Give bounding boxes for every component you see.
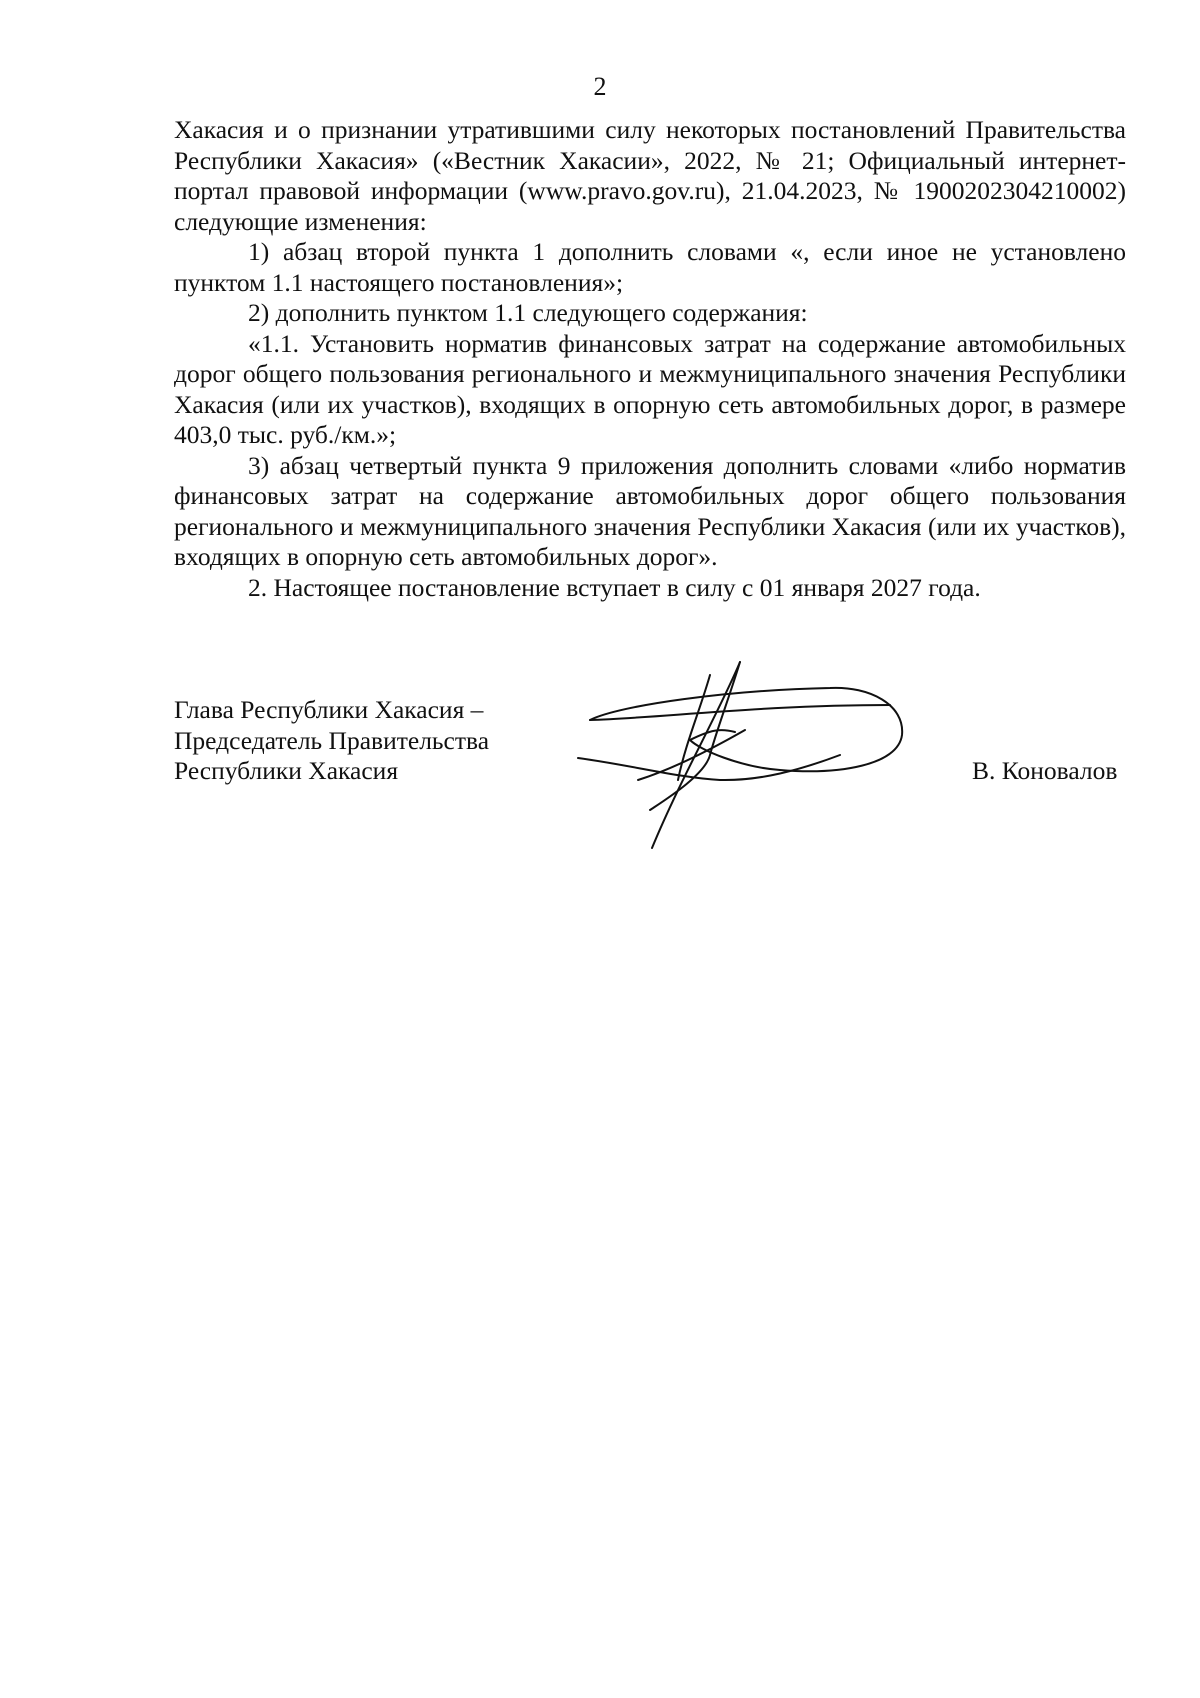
paragraph-change-1: 1) абзац второй пункта 1 дополнить словами «, если иное не установлено пунктом 1.1 настоящего постановления»; <box>174 237 1126 297</box>
paragraph-change-3: 3) абзац четвертый пункта 9 приложения дополнить словами «либо норматив финансовых затрат на содержание автомобильных дорог общего пользования регионального и межмуниципального значения Республики Хакасия (или их участков), входящих в опорную сеть автомобильных дорог». <box>174 450 1126 571</box>
signatory-position-line: Глава Республики Хакасия – <box>174 695 484 724</box>
signature-stroke <box>650 662 740 810</box>
document-body <box>174 115 1126 603</box>
signatory-position-line: Республики Хакасия <box>174 756 399 785</box>
handwritten-signature <box>560 650 920 850</box>
paragraph-effective-date: 2. Настоящее постановление вступает в силу с 01 января 2027 года. <box>248 572 981 602</box>
signatory-position <box>174 695 489 787</box>
paragraph-change-2: 2) дополнить пунктом 1.1 следующего содержания: <box>248 298 808 327</box>
signature-stroke <box>638 730 745 780</box>
paragraph-clause-1-1: «1.1. Установить норматив финансовых затрат на содержание автомобильных дорог общего пользования регионального и межмуниципального значения Республики Хакасия (или их участков), входящих в опорную сеть автомобильных дорог, в размере 403,0 тыс. руб./км.»; <box>174 328 1126 449</box>
signatory-name: В. Коновалов <box>972 756 1118 785</box>
signatory-position-line: Председатель Правительства <box>174 725 490 755</box>
page-number: 2 <box>593 72 607 101</box>
paragraph-intro-continuation: Хакасия и о признании утратившими силу некоторых постановлений Правительства Республики Хакасия» («Вестник Хакасии», 2022, № 21; Официальный интернет-портал правовой информации (www.pravo.gov.ru), 21.04.2023, № 1900202304210002) следующие изменения: <box>174 115 1126 236</box>
signature-stroke <box>652 662 740 848</box>
signature-stroke <box>590 688 902 771</box>
